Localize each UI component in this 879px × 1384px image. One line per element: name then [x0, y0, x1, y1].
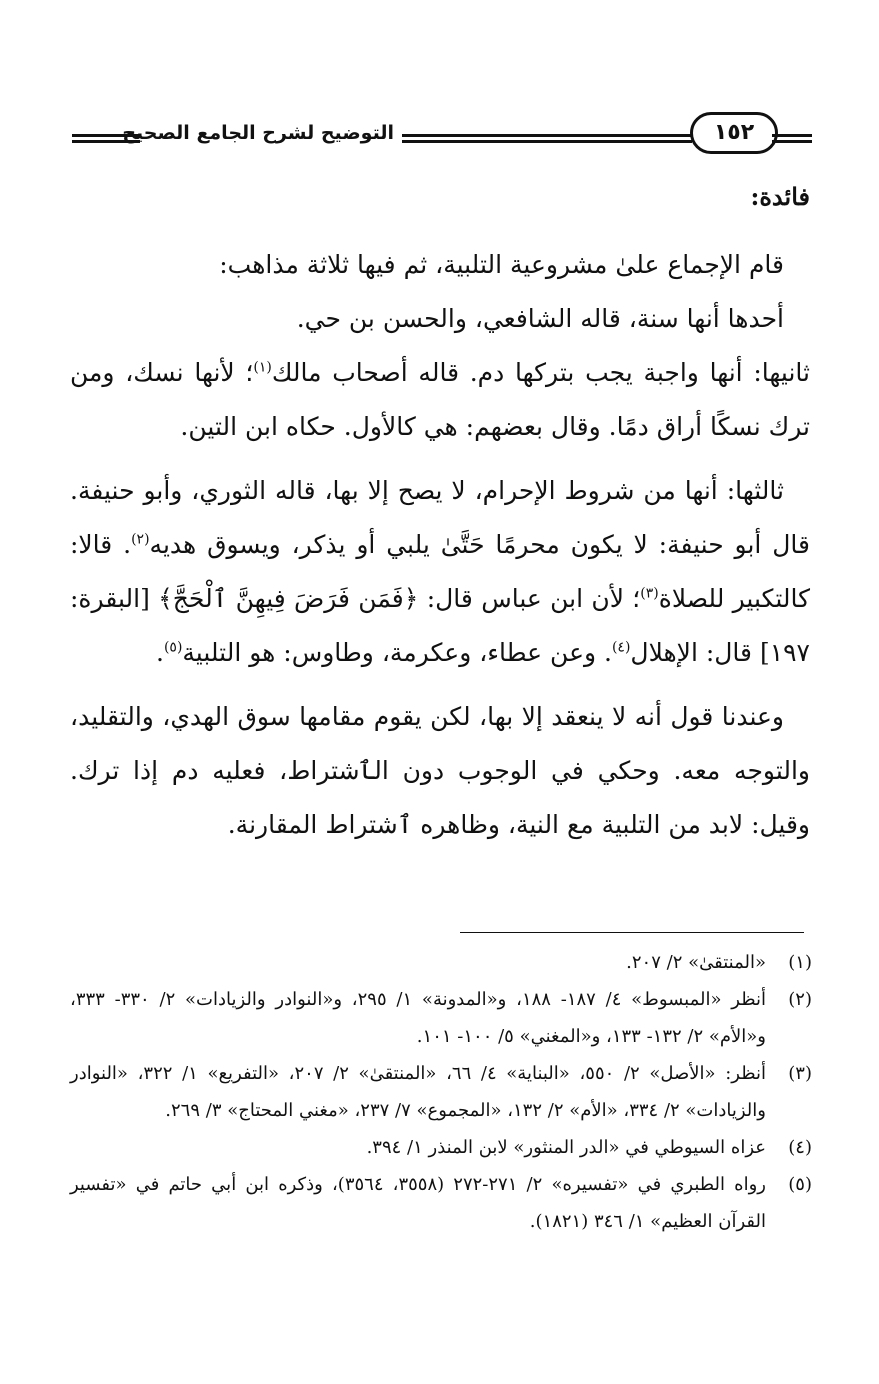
paragraph-5: وعندنا قول أنه لا ينعقد إلا بها، لكن يقوم مقامها سوق الهدي، والتقليد، والتوجه معه. وحكي في الوجوب دون الٱشتراط، فعليه دم إذا ترك. وقيل: لابد من التلبية مع النية، وظاهره ٱشتراط المقارنة.	[70, 702, 810, 839]
footnote	[70, 944, 812, 981]
footnote-number: (٣)	[788, 1063, 812, 1084]
footnote-text: «المنتقىٰ» ٢/ ٢٠٧.	[626, 952, 766, 973]
paragraph-2: أحدها أنها سنة، قاله الشافعي، والحسن بن حي.	[296, 304, 784, 333]
main-text	[70, 170, 810, 852]
footnote-number: (٤)	[788, 1137, 812, 1158]
footnote	[70, 1129, 812, 1166]
footnote-number: (٥)	[788, 1174, 812, 1195]
footnote-ref-2: (٢)	[131, 531, 150, 548]
paragraph-3	[70, 346, 810, 454]
header-rule-middle	[402, 134, 692, 143]
footnote-text: أنظر: «الأصل» ٢/ ٥٥٠، «البناية» ٤/ ٦٦، «المنتقىٰ» ٢/ ٢٠٧، «التفريع» ١/ ٣٢٢، «النوادر والزيادات» ٢/ ٣٣٤، «الأم» ٢/ ١٣٢، «المجموع» ٧/ ٢٣٧، «مغني المحتاج» ٣/ ٢٦٩.	[70, 1063, 766, 1121]
footnote	[70, 1166, 812, 1240]
footnote-text: عزاه السيوطي في «الدر المنثور» لابن المنذر ١/ ٣٩٤.	[366, 1137, 766, 1158]
paragraph-4	[70, 464, 810, 680]
footnote	[70, 1055, 812, 1129]
footnote-ref-1: (١)	[253, 359, 272, 376]
page-header	[72, 108, 812, 158]
paragraph-3-text-a: ثانيها: أنها واجبة يجب بتركها دم. قاله أصحاب مالك	[271, 358, 810, 387]
paragraph-4-text-c: ؛ لأن ابن عباس قال: ﴿فَمَن فَرَضَ فِيهِنَّ ٱلْحَجَّ﴾ [البقرة: ١٩٧] قال: الإهلال	[70, 584, 810, 667]
footnotes	[70, 944, 812, 1240]
footnote-ref-4: (٤)	[611, 639, 631, 656]
page-number: ١٥٢	[690, 112, 778, 154]
footnote	[70, 981, 812, 1055]
header-rule-right	[772, 134, 812, 143]
footnote-number: (١)	[788, 952, 812, 973]
paragraph-3-text-b: ؛ لأنها نسك، ومن ترك نسكًا أراق دمًا. وقال بعضهم: هي كالأول. حكاه ابن التين.	[70, 358, 810, 441]
section-heading: فائدة:	[750, 182, 810, 211]
footnote-text: رواه الطبري في «تفسيره» ٢/ ٢٧١-٢٧٢ (٣٥٥٨، ٣٥٦٤)، وذكره ابن أبي حاتم في «تفسير القرآن العظيم» ١/ ٣٤٦ (١٨٢١).	[70, 1174, 766, 1232]
running-title: التوضيح لشرح الجامع الصحيح	[122, 122, 394, 144]
paragraph-4-text-b: . قالا: كالتكبير للصلاة	[70, 530, 810, 613]
paragraph-1: قام الإجماع علىٰ مشروعية التلبية، ثم فيها ثلاثة مذاهب:	[219, 250, 784, 279]
paragraph-4-text-e: .	[155, 638, 164, 667]
footnote-ref-5: (٥)	[163, 639, 183, 656]
footnote-text: أنظر «المبسوط» ٤/ ١٨٧- ١٨٨، و«المدونة» ١/ ٢٩٥، و«النوادر والزيادات» ٢/ ٣٣٠- ٣٣٣، و«الأم» ٢/ ١٣٢- ١٣٣، و«المغني» ٥/ ١٠٠- ١٠١.	[70, 989, 766, 1047]
paragraph-4-text-a: ثالثها: أنها من شروط الإحرام، لا يصح إلا بها، قاله الثوري، وأبو حنيفة. قال أبو حنيفة: لا يكون محرمًا حَتَّىٰ يلبي أو يذكر، ويسوق هديه	[70, 476, 810, 559]
footnote-number: (٢)	[788, 989, 812, 1010]
paragraph-4-text-d: . وعن عطاء، وعكرمة، وطاوس: هو التلبية	[182, 638, 612, 667]
footnote-separator	[460, 932, 804, 933]
footnote-ref-3: (٣)	[640, 585, 659, 602]
